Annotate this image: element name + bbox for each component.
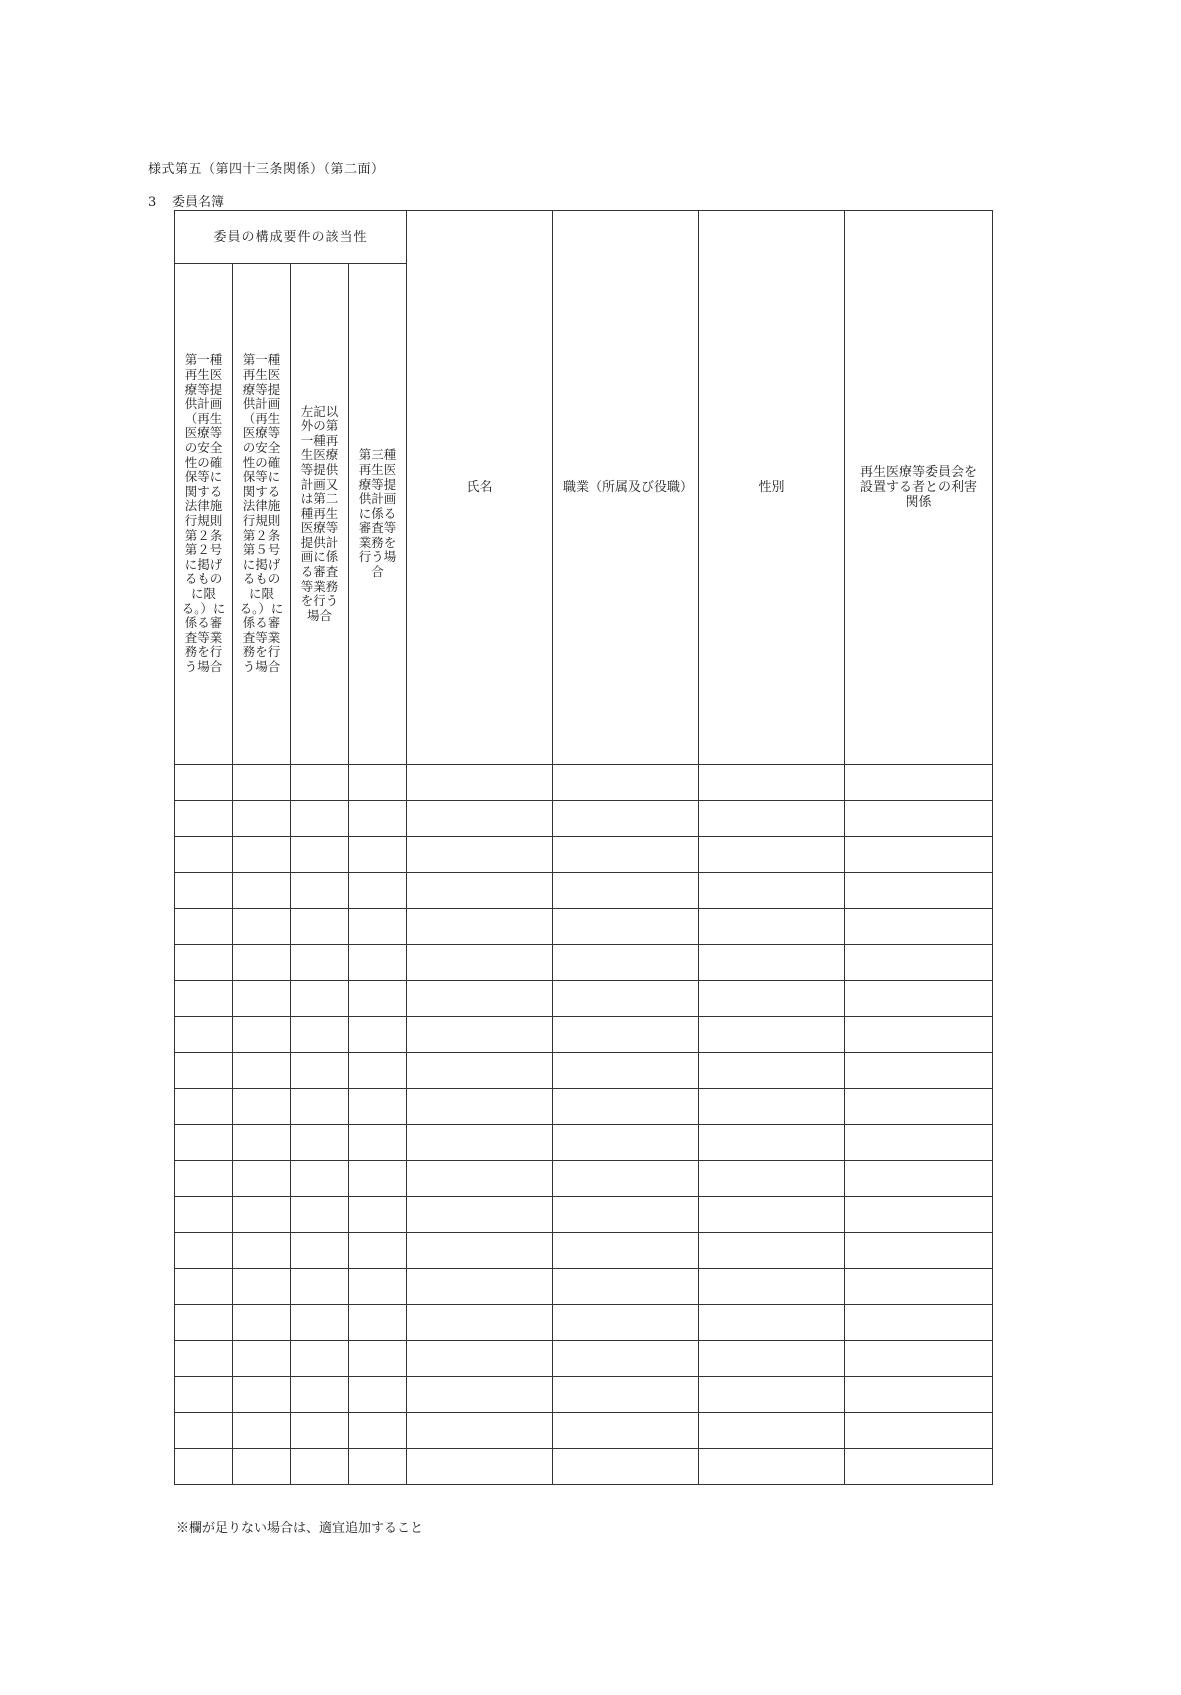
name-cell[interactable]: [407, 981, 553, 1017]
conflict-of-interest-cell[interactable]: [845, 1341, 993, 1377]
requirement-other-type1-type2-cell[interactable]: [291, 873, 349, 909]
table-row: [175, 1449, 993, 1485]
name-column-header: [407, 211, 553, 765]
name-cell[interactable]: [407, 1053, 553, 1089]
requirement-type1-no5-header: [233, 264, 291, 765]
requirement-other-type1-type2-cell[interactable]: [291, 1125, 349, 1161]
requirement-type3-cell[interactable]: [349, 1341, 407, 1377]
requirement-type1-no2-cell[interactable]: [175, 1089, 233, 1125]
table-row: [175, 873, 993, 909]
requirement-type1-no2-cell[interactable]: [175, 909, 233, 945]
table-row: [175, 765, 993, 801]
requirement-type1-no2-cell[interactable]: [175, 873, 233, 909]
requirement-type1-no5-cell[interactable]: [233, 1305, 291, 1341]
gender-cell[interactable]: [699, 873, 845, 909]
gender-cell[interactable]: [699, 1161, 845, 1197]
name-cell[interactable]: [407, 1161, 553, 1197]
requirement-type3-cell[interactable]: [349, 1017, 407, 1053]
requirement-type1-no5-cell[interactable]: [233, 1269, 291, 1305]
gender-cell[interactable]: [699, 1305, 845, 1341]
name-cell[interactable]: [407, 837, 553, 873]
name-cell[interactable]: [407, 1413, 553, 1449]
requirement-type1-no2-cell[interactable]: [175, 1305, 233, 1341]
conflict-of-interest-cell[interactable]: [845, 1089, 993, 1125]
table-row: [175, 837, 993, 873]
occupation-cell[interactable]: [553, 837, 699, 873]
requirement-type3-cell[interactable]: [349, 1449, 407, 1485]
requirement-type1-no5-cell[interactable]: [233, 1089, 291, 1125]
requirement-type1-no2-cell[interactable]: [175, 1053, 233, 1089]
gender-cell[interactable]: [699, 1341, 845, 1377]
table-row: [175, 801, 993, 837]
requirement-type3-cell[interactable]: [349, 1305, 407, 1341]
requirement-type1-no5-cell[interactable]: [233, 1017, 291, 1053]
requirement-type3-cell[interactable]: [349, 1377, 407, 1413]
gender-cell[interactable]: [699, 765, 845, 801]
table-row: [175, 945, 993, 981]
requirement-type1-no5-cell[interactable]: [233, 1449, 291, 1485]
requirement-type3-cell[interactable]: [349, 1413, 407, 1449]
requirement-other-type1-type2-header: [291, 264, 349, 765]
name-cell[interactable]: [407, 1269, 553, 1305]
conflict-of-interest-column-label: 再生医療等委員会を設置する者との利害関係: [860, 465, 978, 510]
requirement-type1-no2-cell[interactable]: [175, 801, 233, 837]
requirement-other-type1-type2-label: 左記以外の第一種再生医療等提供計画又は第二種再生医療等提供計画に係る審査等業務を行う場合: [300, 403, 339, 623]
gender-cell[interactable]: [699, 1377, 845, 1413]
requirement-type1-no2-cell[interactable]: [175, 1161, 233, 1197]
occupation-cell[interactable]: [553, 945, 699, 981]
conflict-of-interest-cell[interactable]: [845, 1377, 993, 1413]
requirement-type1-no2-cell[interactable]: [175, 837, 233, 873]
requirement-type1-no2-cell[interactable]: [175, 1341, 233, 1377]
requirement-other-type1-type2-cell[interactable]: [291, 765, 349, 801]
requirement-type3-header: [349, 264, 407, 765]
gender-cell[interactable]: [699, 1413, 845, 1449]
requirement-other-type1-type2-cell[interactable]: [291, 1053, 349, 1089]
requirement-type3-cell[interactable]: [349, 837, 407, 873]
table-row: [175, 1053, 993, 1089]
conflict-of-interest-cell[interactable]: [845, 1197, 993, 1233]
requirement-type3-cell[interactable]: [349, 1089, 407, 1125]
requirement-other-type1-type2-cell[interactable]: [291, 1413, 349, 1449]
table-header: [175, 211, 993, 765]
conflict-of-interest-cell[interactable]: [845, 1017, 993, 1053]
requirement-type1-no2-cell[interactable]: [175, 1413, 233, 1449]
occupation-cell[interactable]: [553, 1017, 699, 1053]
occupation-cell[interactable]: [553, 1161, 699, 1197]
occupation-cell[interactable]: [553, 765, 699, 801]
name-cell[interactable]: [407, 1125, 553, 1161]
requirement-other-type1-type2-cell[interactable]: [291, 1089, 349, 1125]
gender-column-label: 性別: [758, 480, 785, 495]
requirement-type1-no5-cell[interactable]: [233, 981, 291, 1017]
requirement-type3-cell[interactable]: [349, 1269, 407, 1305]
conflict-of-interest-cell[interactable]: [845, 981, 993, 1017]
occupation-cell[interactable]: [553, 1413, 699, 1449]
gender-cell[interactable]: [699, 1017, 845, 1053]
requirement-other-type1-type2-cell[interactable]: [291, 837, 349, 873]
requirement-type1-no2-header: [175, 264, 233, 765]
requirement-type3-cell[interactable]: [349, 945, 407, 981]
requirement-other-type1-type2-cell[interactable]: [291, 981, 349, 1017]
requirement-type1-no2-cell[interactable]: [175, 1017, 233, 1053]
table-row: [175, 1089, 993, 1125]
conflict-of-interest-cell[interactable]: [845, 1161, 993, 1197]
gender-cell[interactable]: [699, 945, 845, 981]
table-row: [175, 1233, 993, 1269]
requirement-type1-no5-cell[interactable]: [233, 1377, 291, 1413]
occupation-cell[interactable]: [553, 1341, 699, 1377]
requirement-type3-cell[interactable]: [349, 765, 407, 801]
requirement-type3-cell[interactable]: [349, 1125, 407, 1161]
gender-cell[interactable]: [699, 1089, 845, 1125]
name-cell[interactable]: [407, 1017, 553, 1053]
requirement-type1-no5-label: 第一種再生医療等提供計画（再生医療等の安全性の確保等に関する法律施行規則第２条第５号に掲げるものに限る。）に係る審査等業務を行う場合: [239, 352, 284, 674]
occupation-cell[interactable]: [553, 1269, 699, 1305]
requirement-type3-label: 第三種再生医療等提供計画に係る審査等業務を行う場合: [358, 447, 397, 580]
conflict-of-interest-cell[interactable]: [845, 801, 993, 837]
requirement-type1-no2-label: 第一種再生医療等提供計画（再生医療等の安全性の確保等に関する法律施行規則第２条第２号に掲げるものに限る。）に係る審査等業務を行う場合: [181, 352, 226, 674]
requirement-other-type1-type2-cell[interactable]: [291, 1269, 349, 1305]
gender-cell[interactable]: [699, 1197, 845, 1233]
requirement-type1-no5-cell[interactable]: [233, 909, 291, 945]
requirement-type1-no5-cell[interactable]: [233, 1413, 291, 1449]
conflict-of-interest-cell[interactable]: [845, 1305, 993, 1341]
name-cell[interactable]: [407, 1089, 553, 1125]
gender-cell[interactable]: [699, 1053, 845, 1089]
table-row: [175, 1377, 993, 1413]
requirement-type1-no5-cell[interactable]: [233, 837, 291, 873]
requirement-type1-no5-cell[interactable]: [233, 1341, 291, 1377]
requirement-other-type1-type2-cell[interactable]: [291, 1233, 349, 1269]
requirement-type1-no2-cell[interactable]: [175, 945, 233, 981]
name-cell[interactable]: [407, 1305, 553, 1341]
name-cell[interactable]: [407, 1377, 553, 1413]
requirement-type3-cell[interactable]: [349, 801, 407, 837]
requirement-type1-no2-cell[interactable]: [175, 1233, 233, 1269]
gender-cell[interactable]: [699, 1269, 845, 1305]
requirement-type1-no5-cell[interactable]: [233, 1125, 291, 1161]
occupation-cell[interactable]: [553, 873, 699, 909]
requirement-other-type1-type2-cell[interactable]: [291, 1305, 349, 1341]
table-body: [175, 765, 993, 1485]
requirement-type1-no2-cell[interactable]: [175, 1125, 233, 1161]
name-column-label: 氏名: [466, 480, 493, 495]
requirement-other-type1-type2-cell[interactable]: [291, 1197, 349, 1233]
gender-cell[interactable]: [699, 909, 845, 945]
requirement-type1-no5-cell[interactable]: [233, 945, 291, 981]
table-row: [175, 981, 993, 1017]
name-cell[interactable]: [407, 945, 553, 981]
gender-cell[interactable]: [699, 1125, 845, 1161]
section-heading: [148, 191, 224, 210]
requirement-type1-no5-cell[interactable]: [233, 1233, 291, 1269]
requirement-type1-no5-cell[interactable]: [233, 765, 291, 801]
conflict-of-interest-cell[interactable]: [845, 1449, 993, 1485]
conflict-of-interest-cell[interactable]: [845, 1413, 993, 1449]
section-number: 3: [148, 195, 157, 210]
committee-member-roster-table: [174, 210, 993, 1485]
occupation-cell[interactable]: [553, 1377, 699, 1413]
gender-column-header: [699, 211, 845, 765]
requirement-type1-no2-cell[interactable]: [175, 765, 233, 801]
section-title: 委員名簿: [172, 195, 225, 210]
requirement-type1-no5-cell[interactable]: [233, 801, 291, 837]
table-row: [175, 1161, 993, 1197]
occupation-cell[interactable]: [553, 909, 699, 945]
occupation-cell[interactable]: [553, 1197, 699, 1233]
gender-cell[interactable]: [699, 981, 845, 1017]
conflict-of-interest-cell[interactable]: [845, 1269, 993, 1305]
table-row: [175, 1413, 993, 1449]
conflict-of-interest-cell[interactable]: [845, 873, 993, 909]
requirement-type1-no5-cell[interactable]: [233, 1161, 291, 1197]
conflict-of-interest-cell[interactable]: [845, 945, 993, 981]
table-row: [175, 1017, 993, 1053]
name-cell[interactable]: [407, 1197, 553, 1233]
table-row: [175, 1197, 993, 1233]
name-cell[interactable]: [407, 873, 553, 909]
requirement-other-type1-type2-cell[interactable]: [291, 945, 349, 981]
conflict-of-interest-cell[interactable]: [845, 837, 993, 873]
conflict-of-interest-cell[interactable]: [845, 1125, 993, 1161]
table-row: [175, 1305, 993, 1341]
requirement-other-type1-type2-cell[interactable]: [291, 801, 349, 837]
requirement-type1-no2-cell[interactable]: [175, 981, 233, 1017]
occupation-cell[interactable]: [553, 981, 699, 1017]
conflict-of-interest-cell[interactable]: [845, 1053, 993, 1089]
name-cell[interactable]: [407, 1233, 553, 1269]
requirement-type3-cell[interactable]: [349, 1197, 407, 1233]
name-cell[interactable]: [407, 1341, 553, 1377]
name-cell[interactable]: [407, 909, 553, 945]
gender-cell[interactable]: [699, 801, 845, 837]
requirement-other-type1-type2-cell[interactable]: [291, 909, 349, 945]
requirement-other-type1-type2-cell[interactable]: [291, 1161, 349, 1197]
requirement-type3-cell[interactable]: [349, 981, 407, 1017]
gender-cell[interactable]: [699, 1449, 845, 1485]
name-cell[interactable]: [407, 765, 553, 801]
occupation-column-label: 職業（所属及び役職）: [563, 480, 694, 495]
requirement-other-type1-type2-cell[interactable]: [291, 1377, 349, 1413]
form-title: 様式第五（第四十三条関係）（第二面）: [148, 162, 385, 177]
occupation-column-header: [553, 211, 699, 765]
requirement-type3-cell[interactable]: [349, 1053, 407, 1089]
table-row: [175, 909, 993, 945]
occupation-cell[interactable]: [553, 1449, 699, 1485]
membership-requirement-group-header: 委員の構成要件の該当性: [175, 211, 407, 264]
occupation-cell[interactable]: [553, 1305, 699, 1341]
gender-cell[interactable]: [699, 837, 845, 873]
requirement-type1-no2-cell[interactable]: [175, 1449, 233, 1485]
occupation-cell[interactable]: [553, 801, 699, 837]
requirement-type3-cell[interactable]: [349, 909, 407, 945]
name-cell[interactable]: [407, 1449, 553, 1485]
conflict-of-interest-cell[interactable]: [845, 1233, 993, 1269]
occupation-cell[interactable]: [553, 1233, 699, 1269]
conflict-of-interest-column-header: [845, 211, 993, 765]
name-cell[interactable]: [407, 801, 553, 837]
conflict-of-interest-cell[interactable]: [845, 909, 993, 945]
requirement-type1-no2-cell[interactable]: [175, 1269, 233, 1305]
table-row: [175, 1341, 993, 1377]
requirement-type1-no2-cell[interactable]: [175, 1197, 233, 1233]
occupation-cell[interactable]: [553, 1125, 699, 1161]
requirement-type3-cell[interactable]: [349, 1233, 407, 1269]
requirement-type1-no5-cell[interactable]: [233, 873, 291, 909]
requirement-other-type1-type2-cell[interactable]: [291, 1449, 349, 1485]
footnote: ※欄が足りない場合は、適宜追加すること: [176, 1521, 424, 1536]
occupation-cell[interactable]: [553, 1053, 699, 1089]
table-row: [175, 1125, 993, 1161]
requirement-other-type1-type2-cell[interactable]: [291, 1017, 349, 1053]
table-row: [175, 1269, 993, 1305]
conflict-of-interest-cell[interactable]: [845, 765, 993, 801]
requirement-type1-no5-cell[interactable]: [233, 1197, 291, 1233]
gender-cell[interactable]: [699, 1233, 845, 1269]
requirement-type1-no5-cell[interactable]: [233, 1053, 291, 1089]
requirement-type3-cell[interactable]: [349, 873, 407, 909]
occupation-cell[interactable]: [553, 1089, 699, 1125]
requirement-other-type1-type2-cell[interactable]: [291, 1341, 349, 1377]
requirement-type1-no2-cell[interactable]: [175, 1377, 233, 1413]
requirement-type3-cell[interactable]: [349, 1161, 407, 1197]
